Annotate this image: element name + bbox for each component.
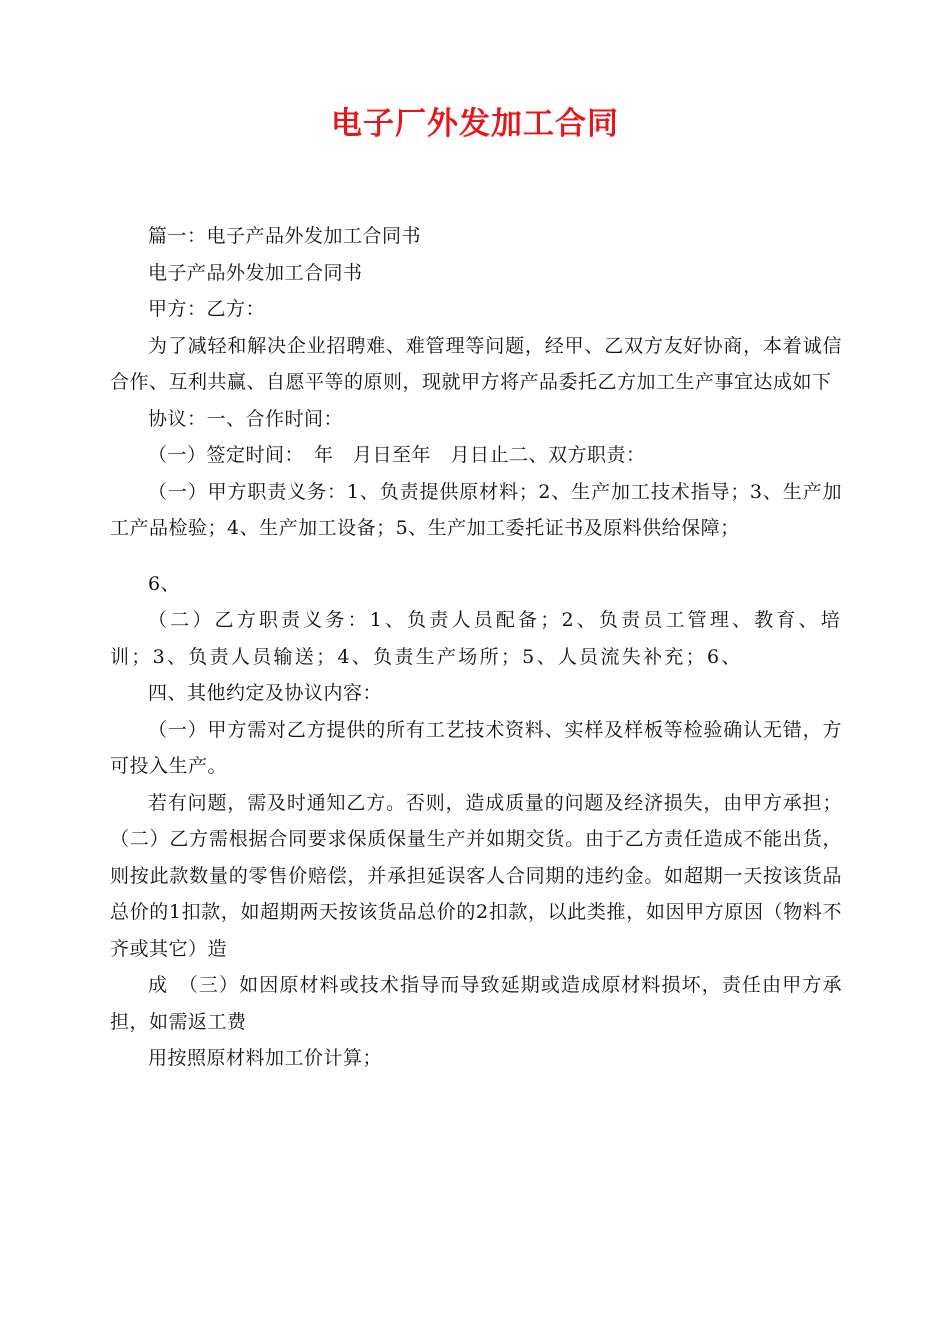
paragraph-term-three-continued: 用按照原材料加工价计算； xyxy=(148,1047,383,1069)
paragraph-term-one: （一）甲方需对乙方提供的所有工艺技术资料、实样及样板等检验确认无错，方可投入生产。 xyxy=(110,718,842,777)
paragraph-party-b-duties: （二）乙方职责义务：1、负责人员配备；2、负责员工管理、教育、培训；3、负责人员输送；4、负责生产场所；5、人员流失补充；6、 xyxy=(110,609,842,668)
paragraph-party-a-duties: （一）甲方职责义务：1、负责提供原材料；2、生产加工技术指导；3、生产加工产品检验；4、生产加工设备；5、生产加工委托证书及原料供给保障； xyxy=(110,480,842,539)
paragraph-agreement-term: 协议：一、合作时间： xyxy=(148,407,344,430)
paragraph-parties: 甲方：乙方： xyxy=(148,298,266,320)
paragraph-other-terms-heading: 四、其他约定及协议内容： xyxy=(148,682,383,704)
paragraph-term-three: 成 （三）如因原材料或技术指导而导致延期或造成原材料损坏，责任由甲方承担，如需返工费 xyxy=(110,974,842,1033)
document-body xyxy=(110,218,842,1077)
paragraph-item-six: 6、 xyxy=(148,572,181,595)
paragraph-signing-time: （一）签定时间： 年 月日至年 月日止二、双方职责： xyxy=(148,444,646,466)
paragraph-preamble: 为了减轻和解决企业招聘难、难管理等问题，经甲、乙双方友好协商，本着诚信合作、互利共赢、自愿平等的原则，现就甲方将产品委托乙方加工生产事宜达成如下 xyxy=(110,334,842,393)
paragraph-section-heading: 篇一：电子产品外发加工合同书 xyxy=(148,225,422,247)
paragraph-term-two: 若有问题，需及时通知乙方。否则，造成质量的问题及经济损失，由甲方承担；（二）乙方需根据合同要求保质保量生产并如期交货。由于乙方责任造成不能出货，则按此款数量的零售价赔偿，并承担延误客人合同期的违约金。如超期一天按该货品总价的1扣款，如超期两天按该货品总价的2扣款，以此类推，如因甲方原因（物料不齐或其它）造 xyxy=(110,791,842,960)
paragraph-contract-title: 电子产品外发加工合同书 xyxy=(148,261,363,284)
document-title: 电子厂外发加工合同 xyxy=(331,106,619,142)
